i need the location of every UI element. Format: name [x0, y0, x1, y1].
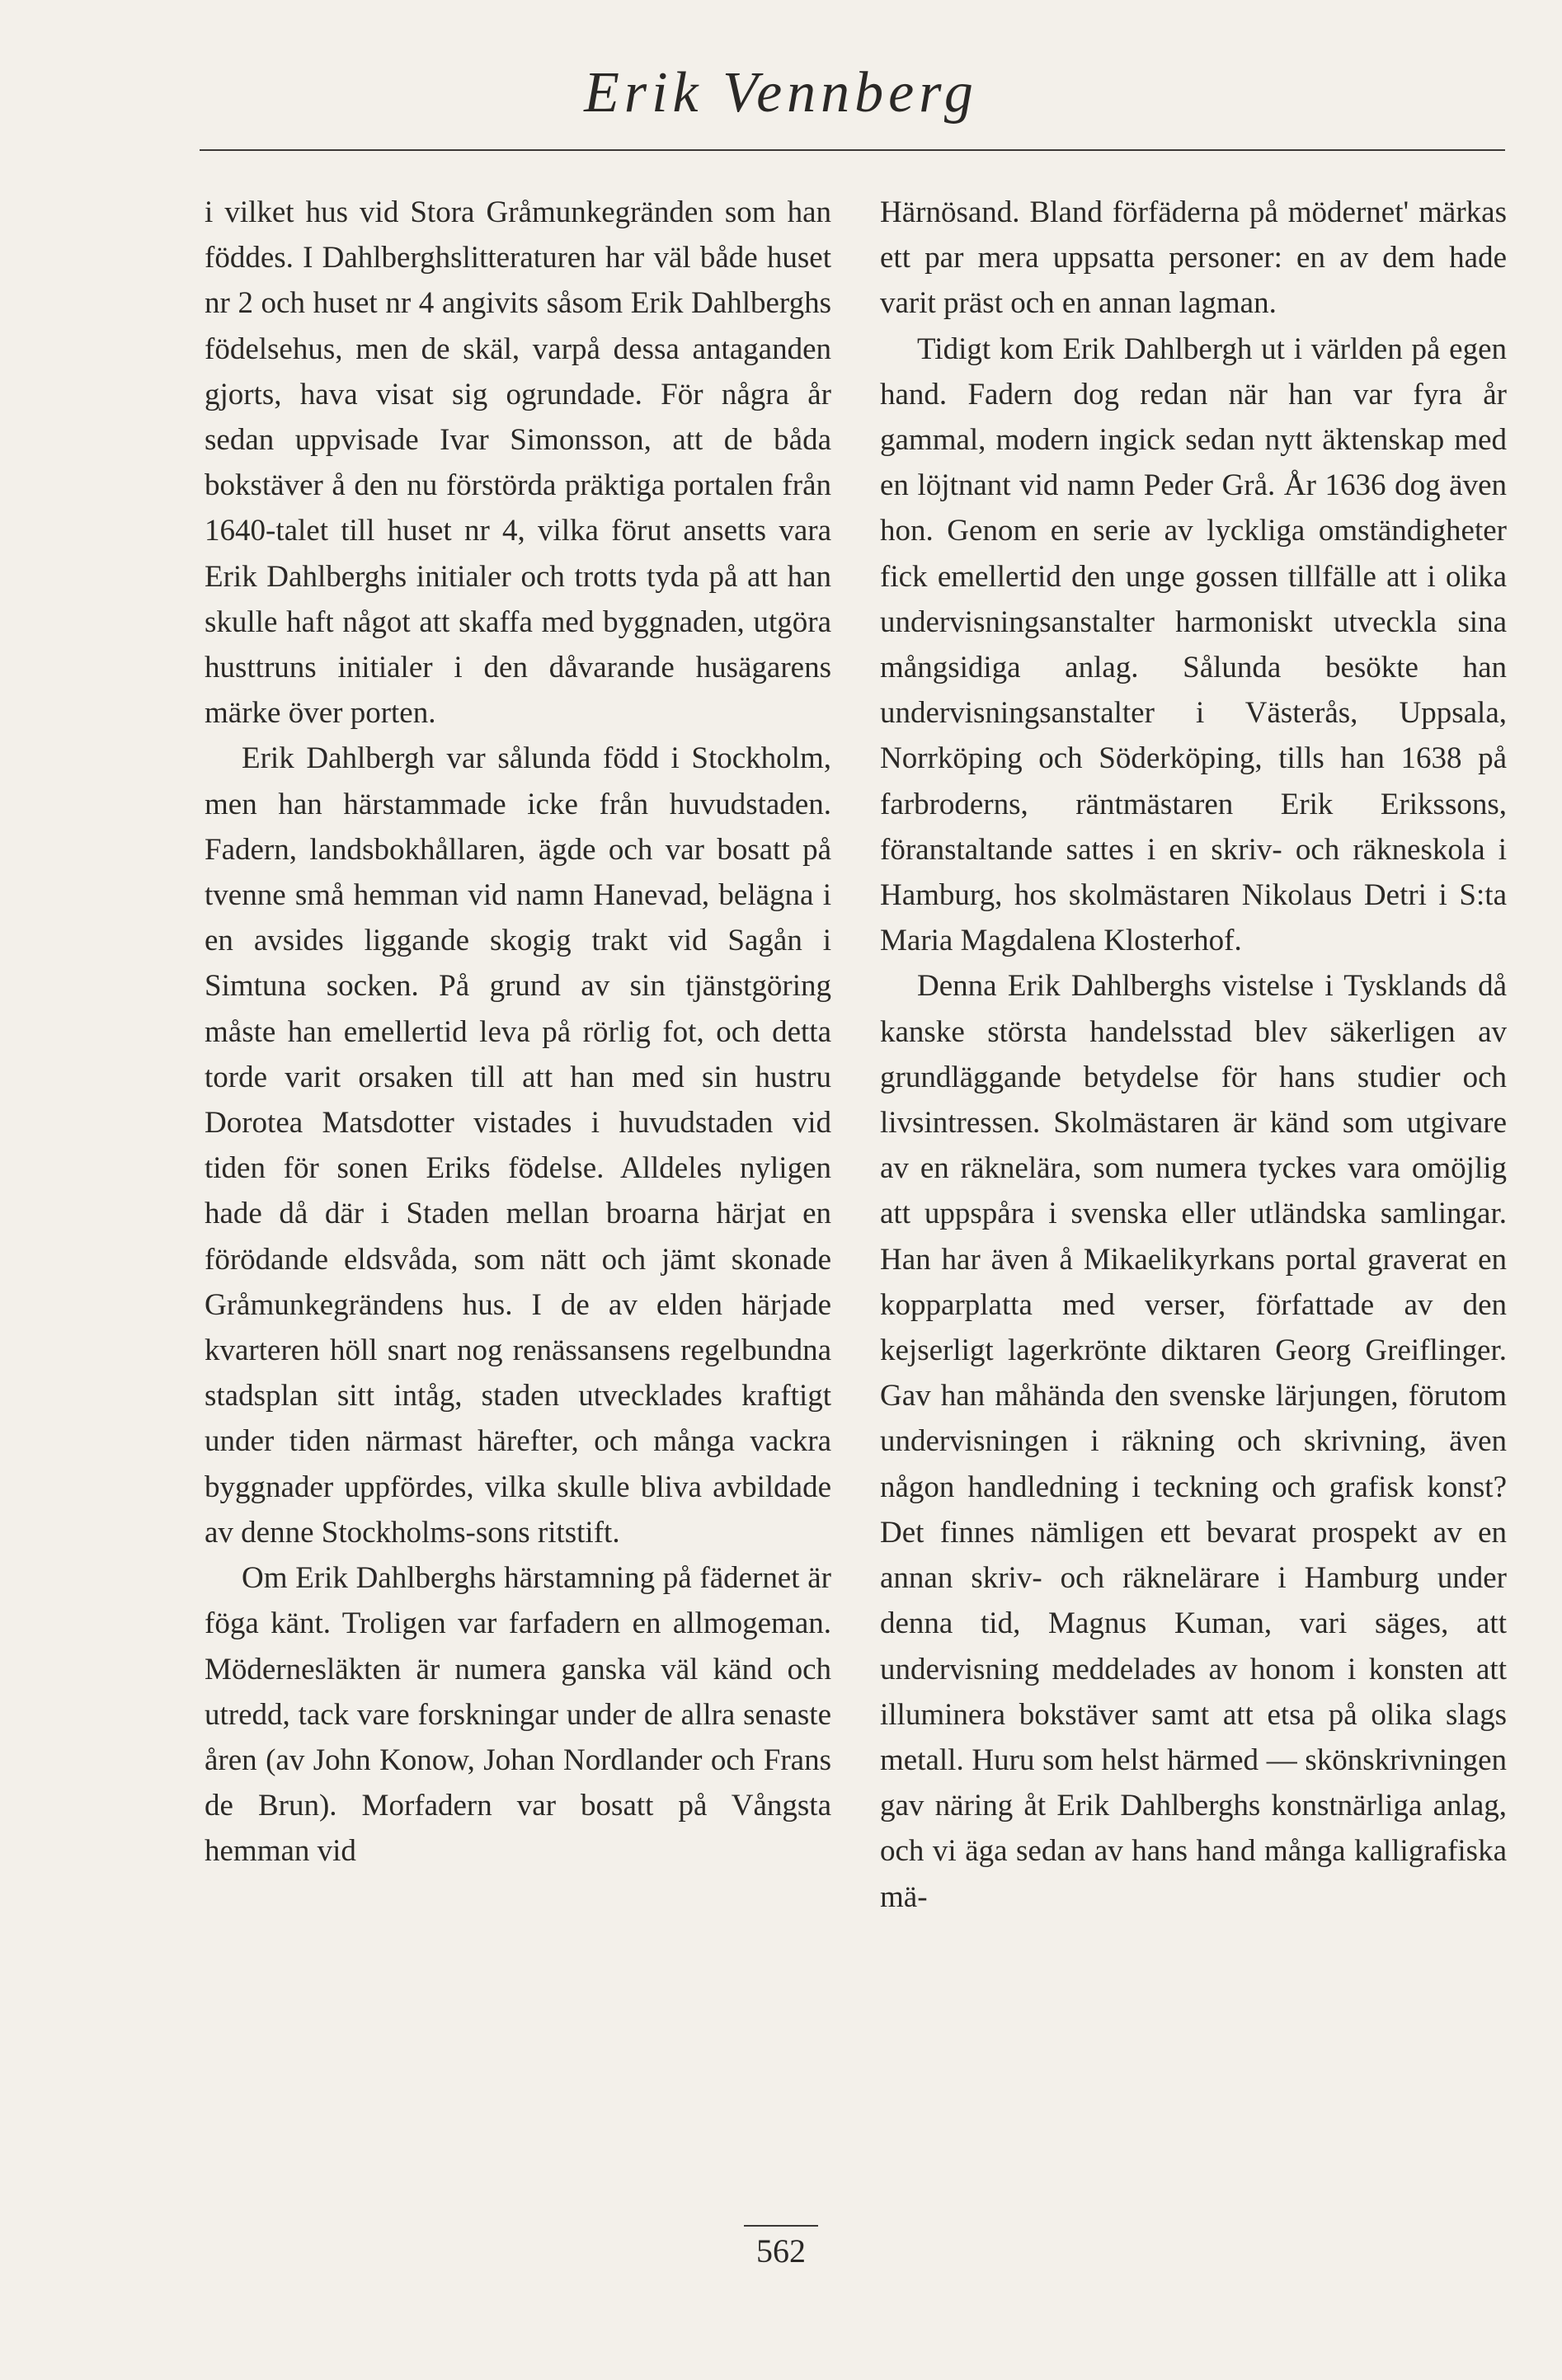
paragraph: Denna Erik Dahlberghs vistelse i Tysklands då kanske största handelsstad blev säkerligen av grundläggande betydelse för hans studier och livsintressen. Skolmästaren är känd som utgivare av en räknelära, som numera tyckes vara omöjlig att uppspåra i svenska eller utländska samlingar. Han har även å Mikaelikyrkans portal graverat en kopparplatta med verser, författade av den kejserligt lagerkrönte diktaren Georg Greiflinger. Gav han måhända den svenske lärjungen, förutom undervisningen i räkning och skrivning, även någon handledning i teckning och grafisk konst? Det finnes nämligen ett bevarat prospekt av en annan skriv- och räknelärare i Hamburg under denna tid, Magnus Kuman, vari säges, att undervisning meddelades av honom i konsten att illuminera bokstäver samt att etsa på olika slags metall. Huru som helst härmed — skönskrivningen gav näring åt Erik Dahlberghs konstnärliga anlag, och vi äga sedan av hans hand många kalligrafiska mä- — [880, 969, 1507, 1914]
paragraph: Erik Dahlbergh var sålunda född i Stockholm, men han härstammade icke från huvudstaden. Fadern, landsbokhållaren, ägde och var bosatt på tvenne små hemman vid namn Hanevad, belägna i en avsides liggande skogig trakt vid Sagån i Simtuna socken. På grund av sin tjänstgöring måste han emellertid leva på rörlig fot, och detta torde varit orsaken till att han med sin hustru Dorotea Matsdotter vistades i huvudstaden vid tiden för sonen Eriks födelse. Alldeles nyligen hade då där i Staden mellan broarna härjat en förödande eldsvåda, som nätt och jämt skonade Gråmunkegrändens hus. I de av elden härjade kvarteren höll snart nog renässansens regelbundna stadsplan sitt intåg, staden utvecklades kraftigt under tiden närmast härefter, och många vackra byggnader uppfördes, vilka skulle bliva avbildade av denne Stockholms-sons ritstift. — [205, 741, 831, 1550]
page-footer — [0, 2225, 1562, 2268]
paragraph: Om Erik Dahlberghs härstamning på fädernet är föga känt. Troligen var farfadern en allmogeman. Mödernesläkten är numera ganska väl känd och utredd, tack vare forskningar under de allra senaste åren (av John Konow, Johan Nordlander och Frans de Brun). Morfadern var bosatt på Vångsta hemman vid — [205, 1561, 831, 1869]
page-number: 562 — [756, 2232, 806, 2269]
paragraph: Härnösand. Bland förfäderna på mödernet' märkas ett par mera uppsatta personer: en av dem hade varit präst och en annan lagman. — [880, 195, 1507, 321]
paragraph: Tidigt kom Erik Dahlbergh ut i världen på egen hand. Fadern dog redan när han var fyra år gammal, modern ingick sedan nytt äktenskap med en löjtnant vid namn Peder Grå. År 1636 dog även hon. Genom en serie av lyckliga omständigheter fick emellertid den unge gossen tillfälle att i olika undervisningsanstalter harmoniskt utveckla sina mångsidiga anlag. Sålunda besökte han undervisningsanstalter i Västerås, Uppsala, Norrköping och Söderköping, tills han 1638 på farbroderns, räntmästaren Erik Erikssons, föranstaltande sattes i en skriv- och räkneskola i Hamburg, hos skolmästaren Nikolaus Detri i S:ta Maria Magdalena Klosterhof. — [880, 332, 1507, 958]
header-rule — [200, 149, 1505, 151]
right-column — [880, 190, 1507, 1920]
left-column — [205, 190, 831, 1874]
running-title: Erik Vennberg — [584, 61, 978, 125]
paragraph: i vilket hus vid Stora Gråmunkegränden som han föddes. I Dahlberghslitteraturen har väl både huset nr 2 och huset nr 4 angivits såsom Erik Dahlberghs födelsehus, men de skäl, varpå dessa antaganden gjorts, hava visat sig ogrundade. För några år sedan uppvisade Ivar Simonsson, att de båda bokstäver å den nu förstörda präktiga portalen från 1640-talet till huset nr 4, vilka förut ansetts vara Erik Dahlberghs initialer och trotts tyda på att han skulle haft något att skaffa med byggnaden, utgöra husttruns initialer i den dåvarande husägarens märke över porten. — [205, 195, 831, 731]
footer-rule — [744, 2225, 818, 2227]
